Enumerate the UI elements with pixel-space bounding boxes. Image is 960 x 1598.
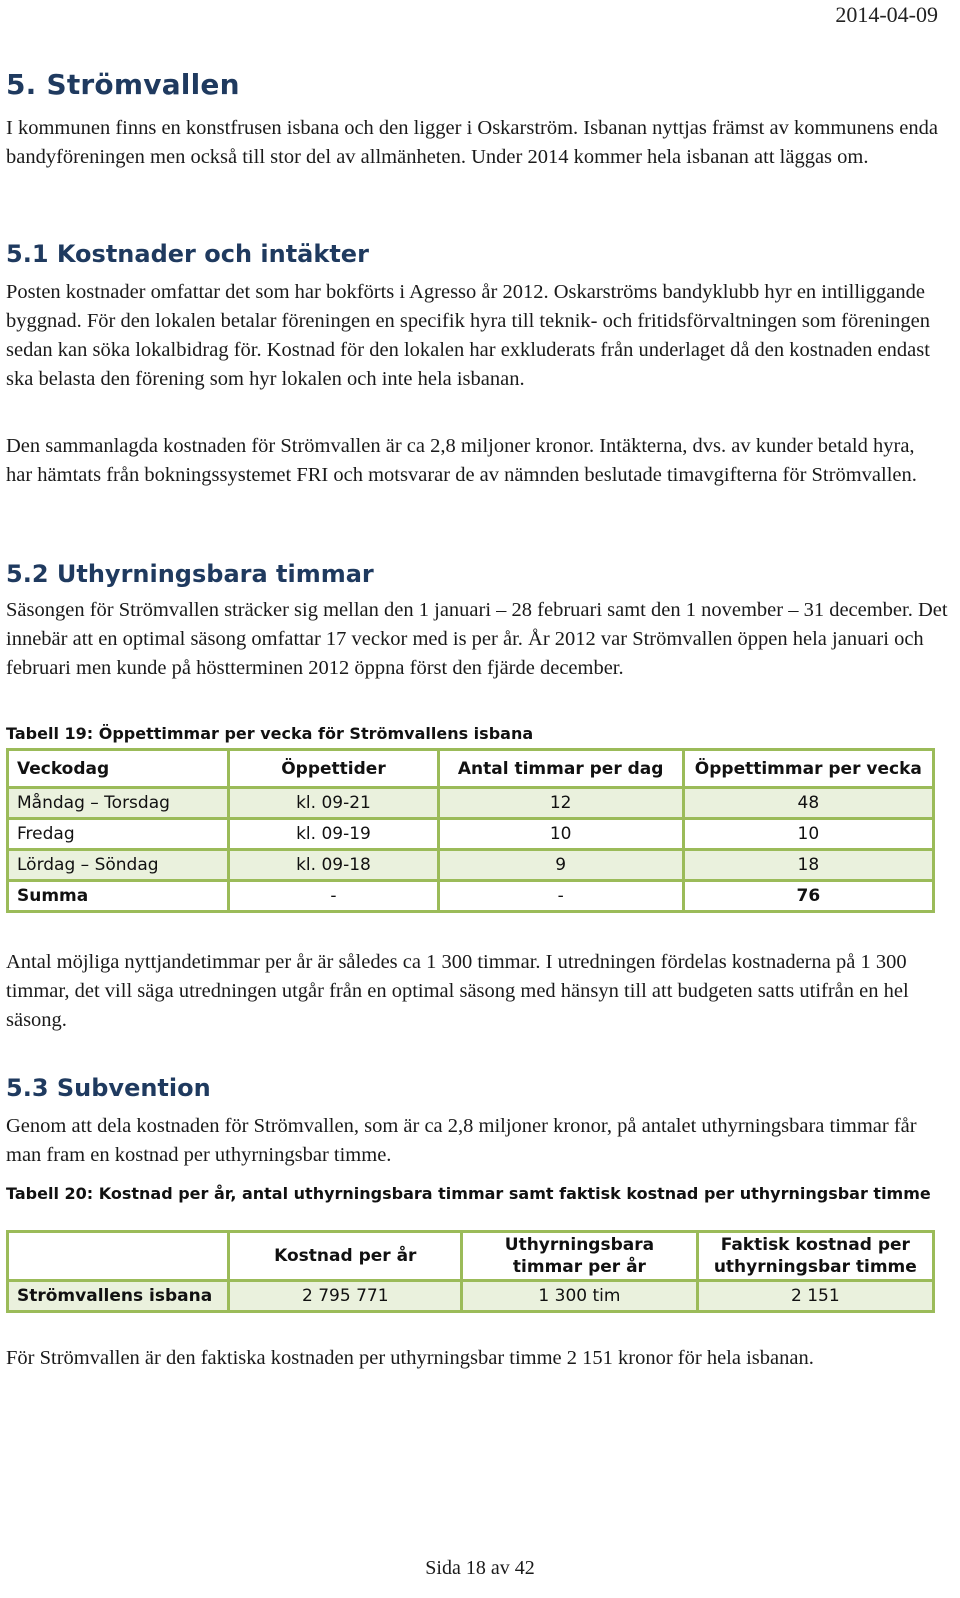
subsection-heading-5-2: 5.2 Uthyrningsbara timmar <box>6 560 374 588</box>
table-cell: 9 <box>438 850 683 881</box>
table-header-cell <box>8 1232 229 1281</box>
table-cell: Lördag – Söndag <box>8 850 229 881</box>
table-header-cell: Uthyrningsbara timmar per år <box>462 1232 697 1281</box>
table-cell: kl. 09-21 <box>229 788 438 819</box>
table-header-cell: Antal timmar per dag <box>438 750 683 788</box>
paragraph-total-cost: Den sammanlagda kostnaden för Strömvallen är ca 2,8 miljoner kronor. Intäkterna, dvs. av kunder betald hyra, har hämtats från bokningssystemet FRI och motsvarar de av nämnden beslutade timavgifterna för Strömvallen. <box>6 435 917 486</box>
table-row <box>8 819 934 850</box>
subsection-heading-5-3: 5.3 Subvention <box>6 1074 211 1102</box>
table-header-row <box>8 1232 934 1281</box>
table-cell: Fredag <box>8 819 229 850</box>
table-cell: kl. 09-19 <box>229 819 438 850</box>
table-row <box>8 850 934 881</box>
table-20 <box>6 1230 935 1313</box>
table-cell: 12 <box>438 788 683 819</box>
section-heading: 5. Strömvallen <box>6 68 240 101</box>
paragraph-subsidy: Genom att dela kostnaden för Strömvallen, som är ca 2,8 miljoner kronor, på antalet uthyrningsbara timmar får man fram en kostnad per uthyrningsbar timme. <box>6 1115 917 1166</box>
table-cell: 1 300 tim <box>462 1281 697 1312</box>
table-header-cell: Kostnad per år <box>229 1232 462 1281</box>
header-date: 2014-04-09 <box>835 2 938 27</box>
paragraph-hours-per-year: Antal möjliga nyttjandetimmar per år är således ca 1 300 timmar. I utredningen fördelas kostnaderna på 1 300 timmar, det vill säga utredningen utgår från en optimal säsong med hänsyn till att budgeten satts utifrån en hel säsong. <box>6 951 909 1031</box>
table-cell: 2 151 <box>697 1281 933 1312</box>
table-cell: 18 <box>683 850 933 881</box>
table-cell: 48 <box>683 788 933 819</box>
table-cell: Summa <box>8 881 229 912</box>
table-cell: 2 795 771 <box>229 1281 462 1312</box>
section-intro: I kommunen finns en konstfrusen isbana och den ligger i Oskarström. Isbanan nyttjas främst av kommunens enda bandyföreningen men också till stor del av allmänheten. Under 2014 kommer hela isbanan att läggas om. <box>6 117 938 168</box>
table-cell: 10 <box>438 819 683 850</box>
table-19-caption: Tabell 19: Öppettimmar per vecka för Strömvallens isbana <box>6 724 534 743</box>
table-cell: kl. 09-18 <box>229 850 438 881</box>
paragraph-costs: Posten kostnader omfattar det som har bokförts i Agresso år 2012. Oskarströms bandyklubb hyr en intilliggande byggnad. För den lokalen betalar föreningen en specifik hyra till teknik- och fritidsförvaltningen som föreningen sedan kan söka lokalbidrag för. Kostnad för den lokalen har exkluderats från underlaget då den kostnaden endast ska belasta den förening som hyr lokalen och inte hela isbanan. <box>6 281 930 390</box>
table-19 <box>6 748 935 913</box>
table-cell: Måndag – Torsdag <box>8 788 229 819</box>
table-cell: - <box>229 881 438 912</box>
table-header-cell: Öppettimmar per vecka <box>683 750 933 788</box>
table-row <box>8 788 934 819</box>
table-row <box>8 1281 934 1312</box>
subsection-heading-5-1: 5.1 Kostnader och intäkter <box>6 240 369 268</box>
table-header-cell: Veckodag <box>8 750 229 788</box>
table-header-cell: Öppettider <box>229 750 438 788</box>
table-header-cell: Faktisk kostnad per uthyrningsbar timme <box>697 1232 933 1281</box>
paragraph-season: Säsongen för Strömvallen sträcker sig mellan den 1 januari – 28 februari samt den 1 november – 31 december. Det innebär att en optimal säsong omfattar 17 veckor med is per år. År 2012 var Strömvallen öppen hela januari och februari men kunde på höstterminen 2012 öppna först den fjärde december. <box>6 599 948 679</box>
table-20-caption: Tabell 20: Kostnad per år, antal uthyrningsbara timmar samt faktisk kostnad per uthyrningsbar timme <box>6 1184 931 1203</box>
table-cell: Strömvallens isbana <box>8 1281 229 1312</box>
paragraph-closing: För Strömvallen är den faktiska kostnaden per uthyrningsbar timme 2 151 kronor för hela isbanan. <box>6 1347 814 1369</box>
table-row-summary <box>8 881 934 912</box>
table-cell: 10 <box>683 819 933 850</box>
table-cell: - <box>438 881 683 912</box>
table-cell: 76 <box>683 881 933 912</box>
page-number: Sida 18 av 42 <box>425 1557 535 1579</box>
table-header-row <box>8 750 934 788</box>
